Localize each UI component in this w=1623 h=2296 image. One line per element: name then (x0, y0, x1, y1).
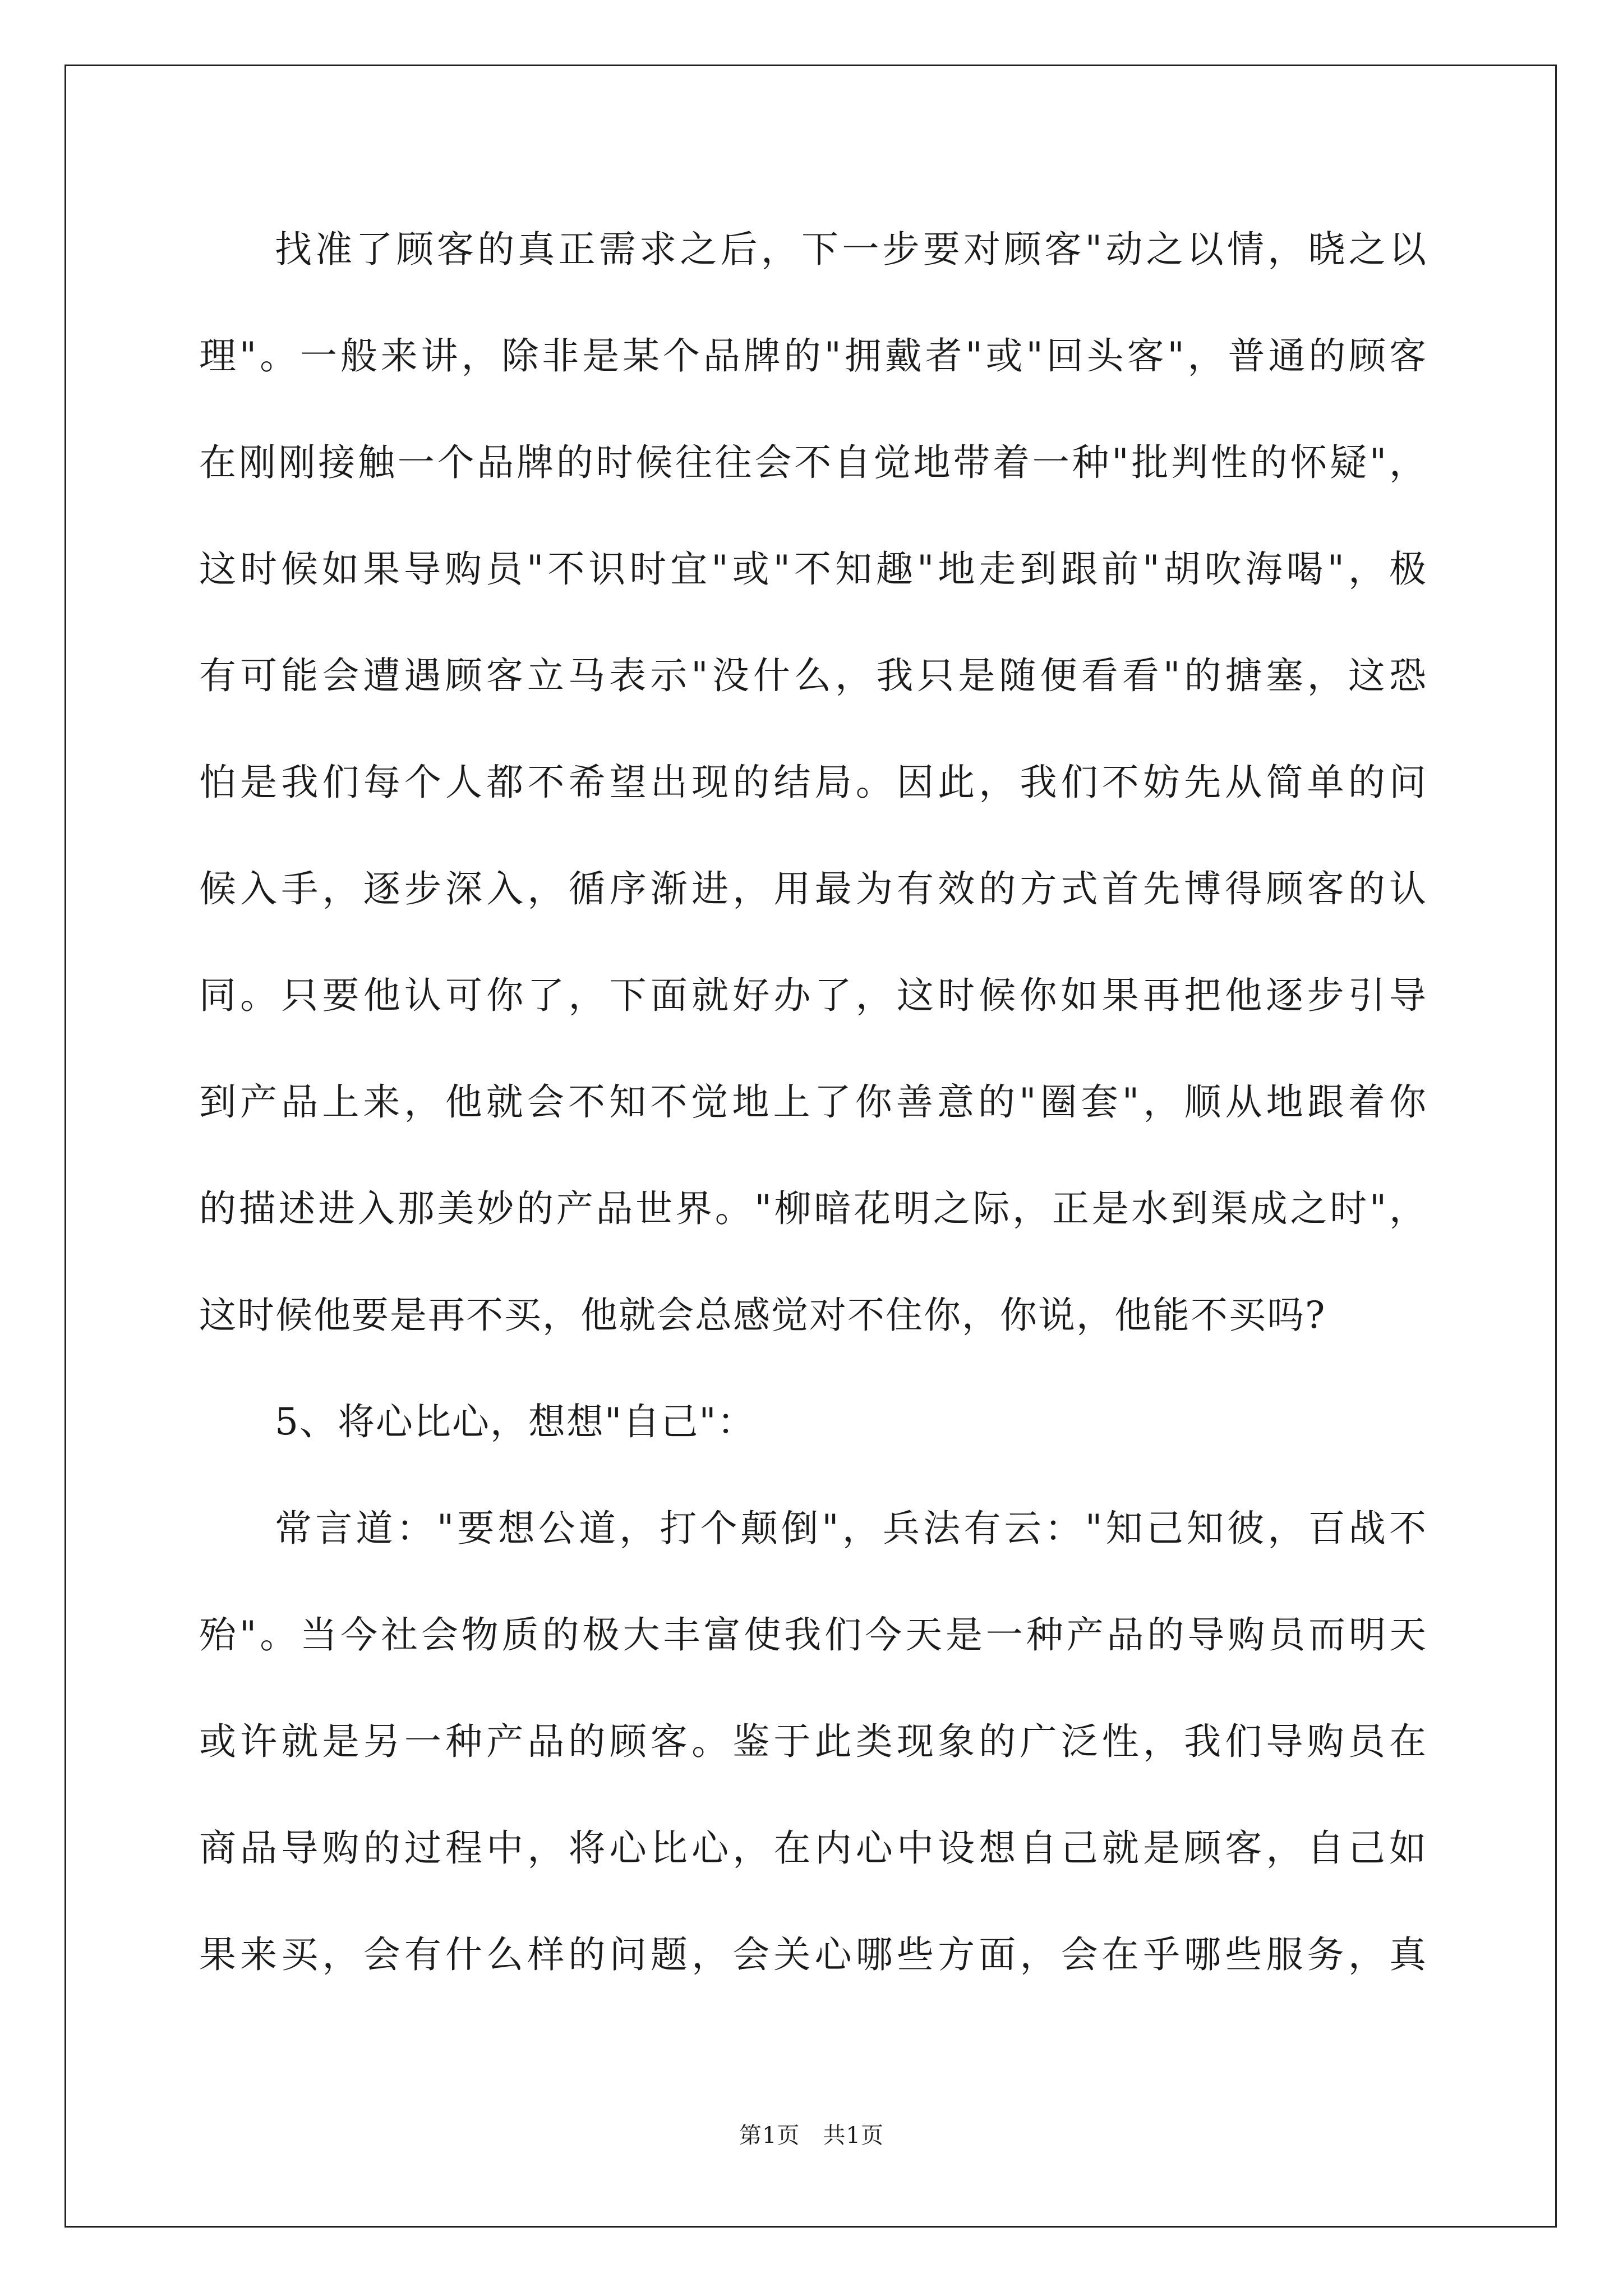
text-line: 商品导购的过程中，将心比心，在内心中设想自己就是顾客，自己如 (199, 1826, 1427, 1870)
text-line: 的描述进入那美妙的产品世界。"柳暗花明之际，正是水到渠成之时"， (199, 1187, 1427, 1230)
text-line: 常言道："要想公道，打个颠倒"，兵法有云："知己知彼，百战不 (275, 1507, 1427, 1550)
text-line: 这时候如果导购员"不识时宜"或"不知趣"地走到跟前"胡吹海喝"，极 (199, 547, 1427, 591)
text-line: 到产品上来，他就会不知不觉地上了你善意的"圈套"，顺从地跟着你 (199, 1080, 1427, 1124)
text-line: 有可能会遭遇顾客立马表示"没什么，我只是随便看看"的搪塞，这恐 (199, 654, 1427, 697)
page-footer: 第1页 共1页 (739, 2123, 884, 2148)
text-line: 候入手，逐步深入，循序渐进，用最为有效的方式首先博得顾客的认 (199, 867, 1427, 910)
section-heading: 5、将心比心，想想"自己"： (275, 1400, 755, 1443)
text-line: 找准了顾客的真正需求之后，下一步要对顾客"动之以情，晓之以 (275, 228, 1427, 271)
text-line: 在刚刚接触一个品牌的时候往往会不自觉地带着一种"批判性的怀疑"， (199, 441, 1427, 484)
text-line: 这时候他要是再不买，他就会总感觉对不住你，你说，他能不买吗? (199, 1294, 1326, 1337)
text-line: 殆"。当今社会物质的极大丰富使我们今天是一种产品的导购员而明天 (199, 1613, 1427, 1657)
text-line: 同。只要他认可你了，下面就好办了，这时候你如果再把他逐步引导 (199, 974, 1427, 1017)
text-line: 果来买，会有什么样的问题，会关心哪些方面，会在乎哪些服务，真 (199, 1933, 1427, 1976)
text-line: 怕是我们每个人都不希望出现的结局。因此，我们不妨先从简单的问 (199, 761, 1427, 804)
text-line: 理"。一般来讲，除非是某个品牌的"拥戴者"或"回头客"，普通的顾客 (199, 334, 1427, 378)
document-body (199, 208, 1427, 2019)
text-line: 或许就是另一种产品的顾客。鉴于此类现象的广泛性，我们导购员在 (199, 1720, 1427, 1763)
